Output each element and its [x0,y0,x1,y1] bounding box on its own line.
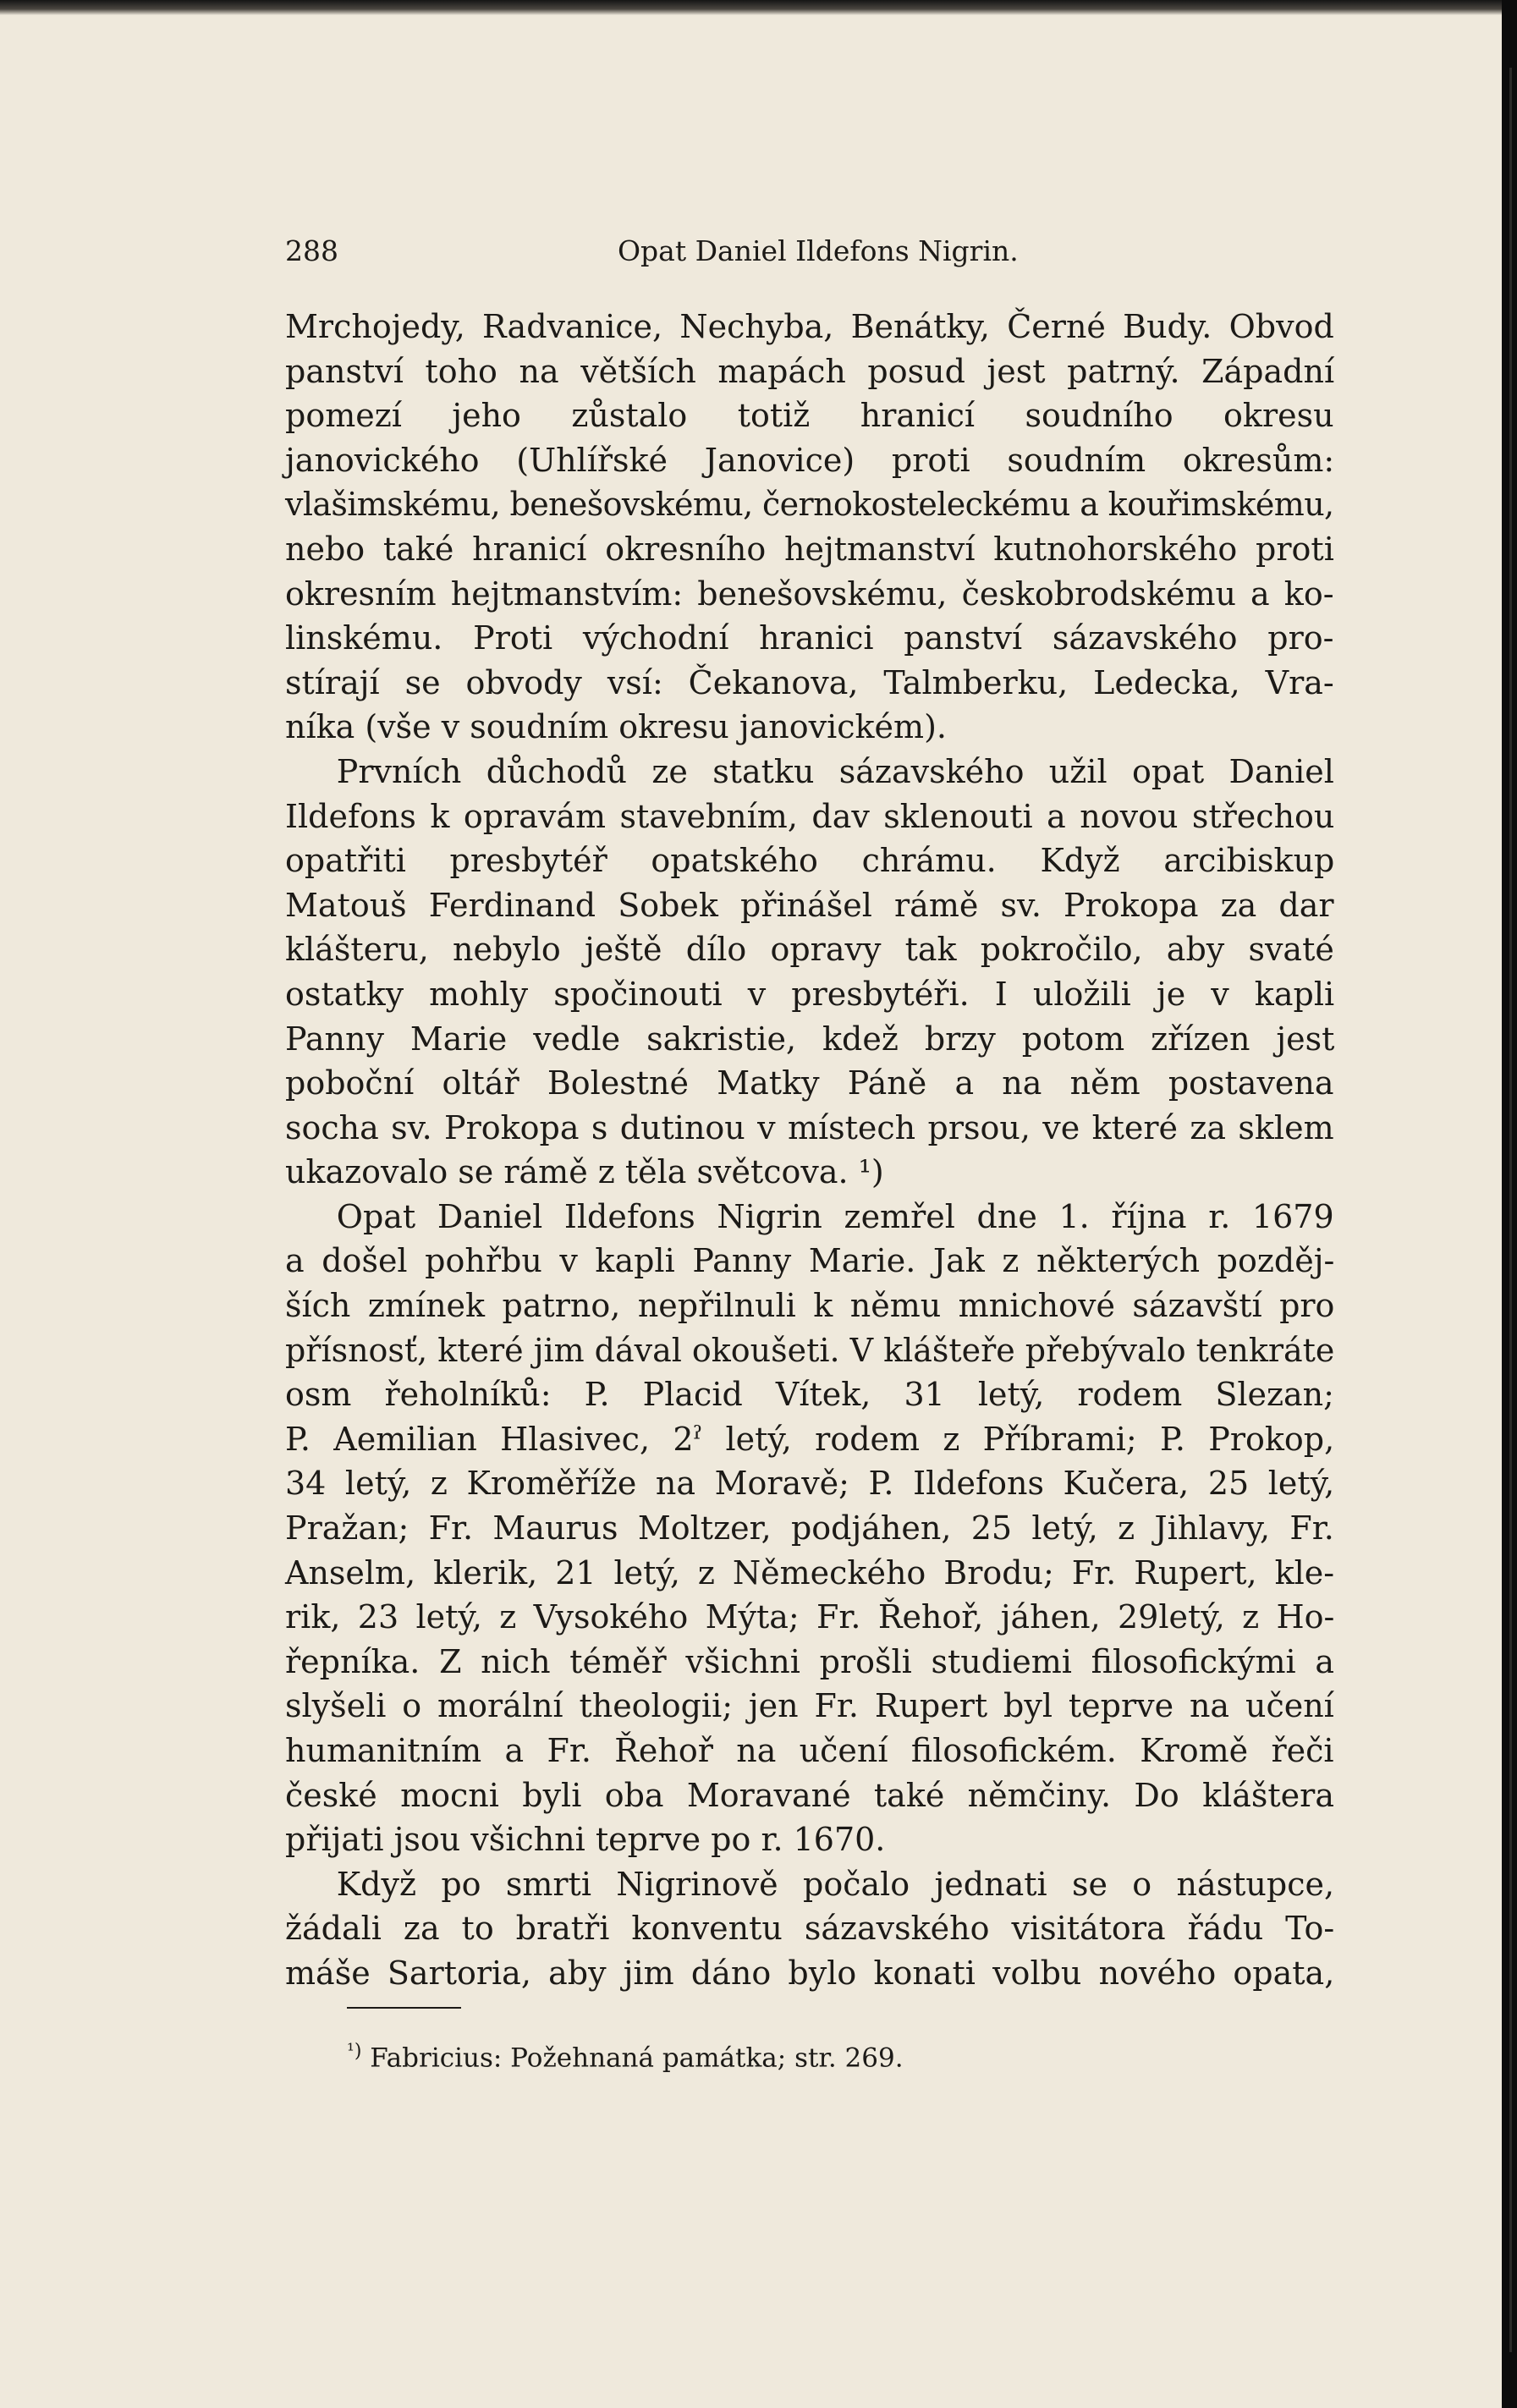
text-line: české mocni byli oba Moravané také němčiny. Do kláštera [285,1776,1334,1814]
text-line: rik, 23 letý, z Vysokého Mýta; Fr. Řehoř, jáhen, 29letý, z Ho- [285,1598,1335,1636]
text-line: Když po smrti Nigrinově počalo jednati se o nástupce, [336,1865,1335,1903]
text-line: linskému. Proti východní hranici panství sázavského pro- [285,619,1334,657]
text-line: Matouš Ferdinand Sobek přinášel rámě sv. Prokopa za dar [285,886,1334,924]
text-line: stírají se obvody vsí: Čekanova, Talmberku, Ledecka, Vra- [285,663,1334,701]
text-line: panství toho na větších mapách posud jest patrný. Západní [285,352,1335,390]
text-line: řepníka. Z nich téměř všichni prošli studiemi filosofickými a [285,1642,1335,1680]
text-line: a došel pohřbu v kapli Panny Marie. Jak z některých pozděj- [285,1242,1335,1280]
text-line: Ildefons k opravám stavebním, dav sklenouti a novou střechou [285,797,1335,835]
body-text [285,305,1334,1996]
text-line: máše Sartoria, aby jim dáno bylo konati volbu nového opata, [285,1954,1335,1992]
text-line: janovického (Uhlířské Janovice) proti soudním okresům: [285,441,1335,479]
text-line: poboční oltář Bolestné Matky Páně a na něm postavena [285,1064,1334,1102]
text-line: vlašimskému, benešovskému, černokosteleckému a kouřimskému, [285,486,1334,524]
text-line: okresním hejtmanstvím: benešovskému, českobrodskému a ko- [285,575,1334,613]
text-line: přísnosť, které jim dával okoušeti. V klášteře přebývalo tenkráte [285,1331,1335,1369]
text-line: klášteru, nebylo ještě dílo opravy tak pokročilo, aby svaté [285,931,1334,969]
text-line: Panny Marie vedle sakristie, kdež brzy potom zřízen jest [285,1020,1335,1058]
text-line: Pražan; Fr. Maurus Moltzer, podjáhen, 25 letý, z Jihlavy, Fr. [285,1509,1334,1548]
text-line: ostatky mohly spočinouti v presbytéři. I uložili je v kapli [285,975,1335,1013]
text-line: nebo také hranicí okresního hejtmanství kutnohorského proti [285,530,1334,568]
text-line: ších zmínek patrno, nepřilnuli k němu mnichové sázavští pro [285,1287,1335,1325]
footnote [347,2035,1337,2075]
page-number: 288 [285,234,338,267]
footnote-divider [347,2007,461,2009]
scan-top-edge [0,0,1502,15]
text-line: slyšeli o morální theologii; jen Fr. Rupert byl teprve na učení [285,1687,1334,1725]
text-line: 34 letý, z Kroměříže na Moravě; P. Ildefons Kučera, 25 letý, [285,1465,1335,1503]
text-line: žádali za to bratři konventu sázavského visitátora řádu To- [285,1910,1335,1948]
text-line: přijati jsou všichni teprve po r. 1670. [285,1821,886,1859]
text-line: socha sv. Prokopa s dutinou v místech prsou, ve které za sklem [285,1108,1334,1146]
text-line: níka (vše v soudním okresu janovickém). [285,708,947,746]
text-line: osm řeholníků: P. Placid Vítek, 31 letý, rodem Slezan; [285,1376,1334,1414]
text-line: ukazovalo se rámě z těla světcova. ¹) [285,1153,884,1191]
text-line: Prvních důchodů ze statku sázavského užil opat Daniel [336,752,1334,790]
text-line: Opat Daniel Ildefons Nigrin zemřel dne 1. října r. 1679 [336,1197,1334,1235]
text-line: P. Aemilian Hlasivec, 2ˀ letý, rodem z Příbrami; P. Prokop, [285,1420,1335,1458]
scan-right-edge [1509,68,1512,2352]
footnote-text: Fabricius: Požehnaná památka; str. 269. [370,2042,904,2074]
text-line: Mrchojedy, Radvanice, Nechyba, Benátky, Černé Budy. Obvod [285,308,1334,345]
text-line: humanitním a Fr. Řehoř na učení filosofickém. Kromě řeči [285,1732,1334,1769]
text-line: pomezí jeho zůstalo totiž hranicí soudního okresu [285,397,1334,435]
footnote-mark: ¹) [347,2041,362,2062]
running-title: Opat Daniel Ildefons Nigrin. [618,234,1019,267]
text-line: opatřiti presbytéř opatského chrámu. Když arcibiskup [285,842,1335,880]
text-line: Anselm, klerik, 21 letý, z Německého Brodu; Fr. Rupert, kle- [285,1553,1335,1592]
